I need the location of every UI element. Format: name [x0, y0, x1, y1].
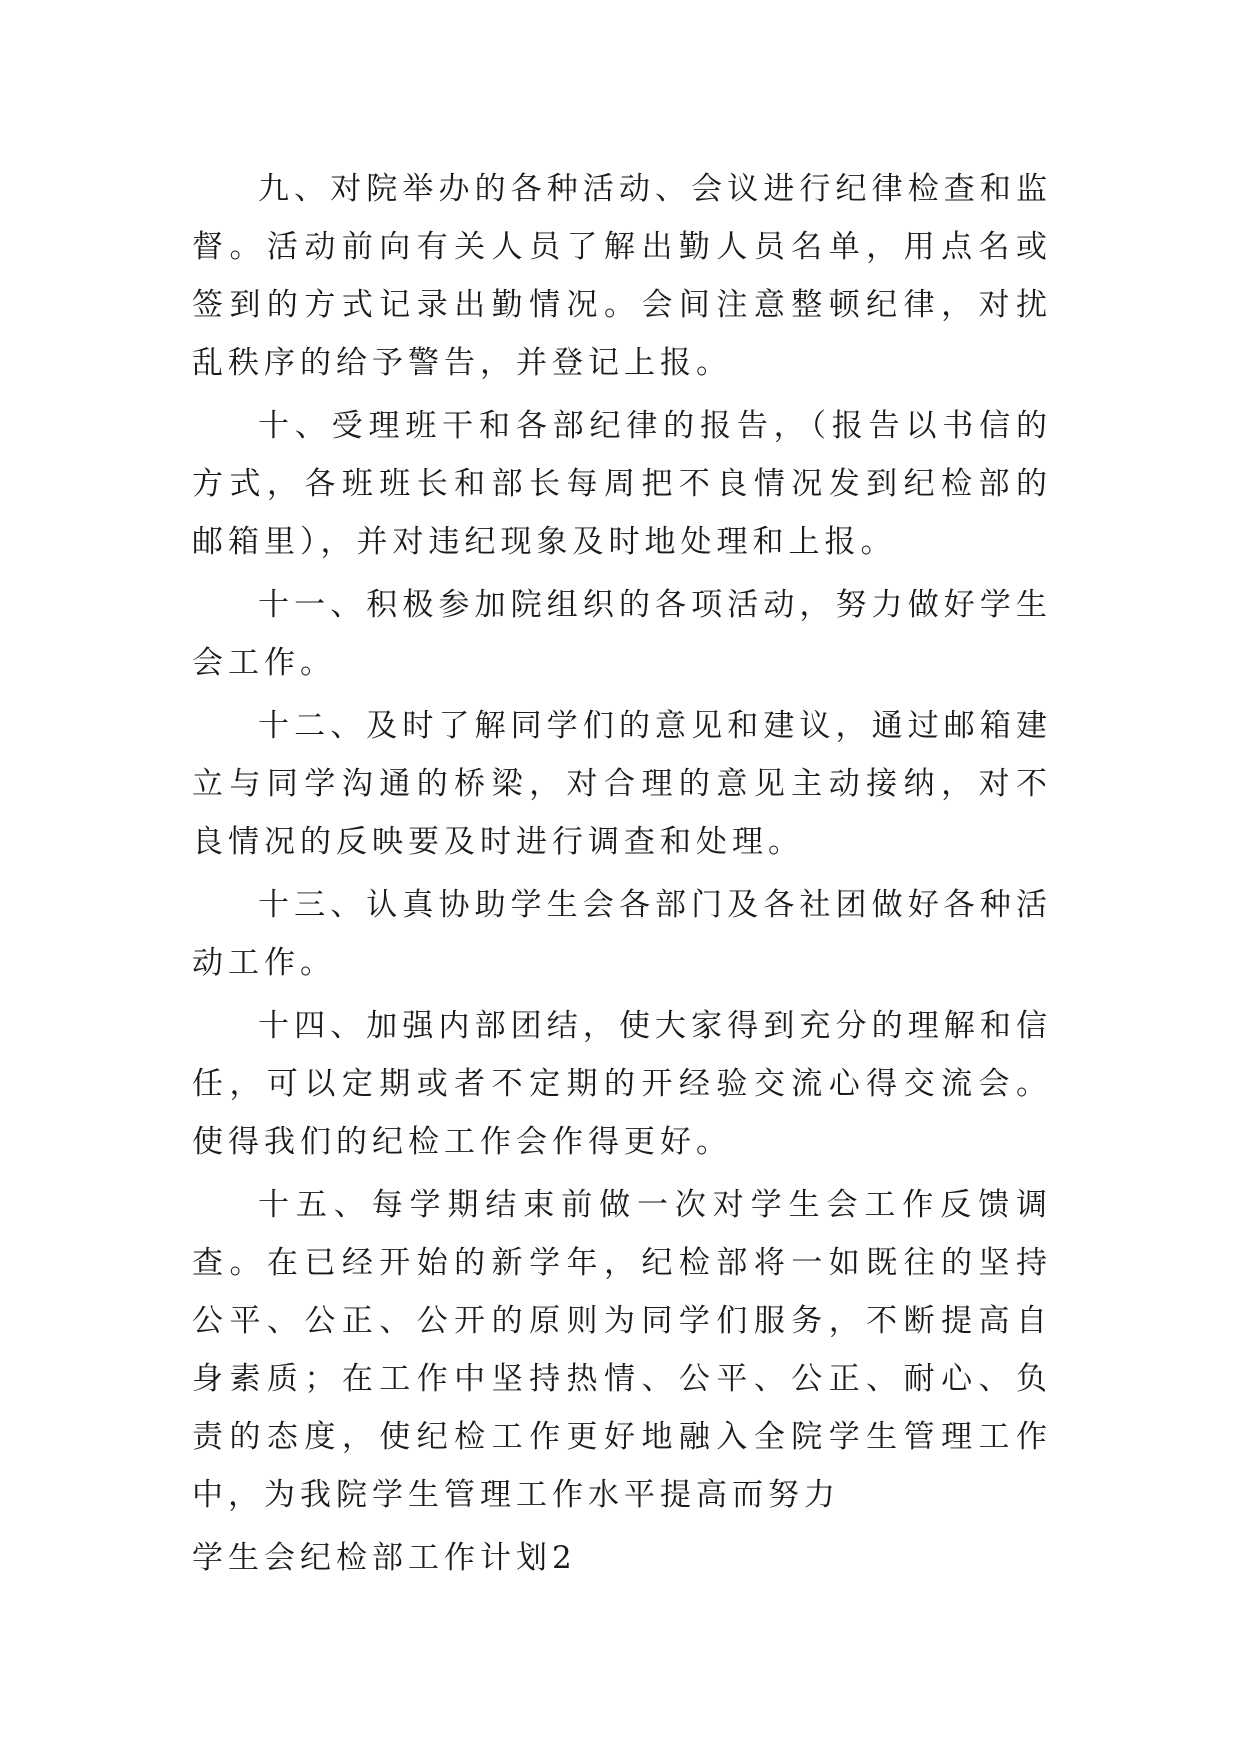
paragraph-item-10: 十、受理班干和各部纪律的报告，（报告以书信的方式，各班班长和部长每周把不良情况发到纪检部的邮箱里），并对违纪现象及时地处理和上报。 [192, 408, 1052, 560]
paragraph-item-15: 十五、每学期结束前做一次对学生会工作反馈调查。在已经开始的新学年，纪检部将一如既往的坚持公平、公正、公开的原则为同学们服务，不断提高自身素质；在工作中坚持热情、公平、公正、耐心、负责的态度，使纪检工作更好地融入全院学生管理工作中，为我院学生管理工作水平提高而努力 [192, 1187, 1052, 1513]
paragraph-item-13: 十三、认真协助学生会各部门及各社团做好各种活动工作。 [192, 887, 1052, 981]
document-body [192, 160, 1052, 1587]
paragraph-item-9: 九、对院举办的各种活动、会议进行纪律检查和监督。活动前向有关人员了解出勤人员名单，用点名或签到的方式记录出勤情况。会间注意整顿纪律，对扰乱秩序的给予警告，并登记上报。 [192, 171, 1052, 381]
section-heading: 学生会纪检部工作计划2 [192, 1540, 577, 1576]
paragraph-item-11: 十一、积极参加院组织的各项活动，努力做好学生会工作。 [192, 587, 1052, 681]
paragraph-item-14: 十四、加强内部团结，使大家得到充分的理解和信任，可以定期或者不定期的开经验交流心得交流会。使得我们的纪检工作会作得更好。 [192, 1008, 1052, 1160]
paragraph-item-12: 十二、及时了解同学们的意见和建议，通过邮箱建立与同学沟通的桥梁，对合理的意见主动接纳，对不良情况的反映要及时进行调查和处理。 [192, 708, 1052, 860]
